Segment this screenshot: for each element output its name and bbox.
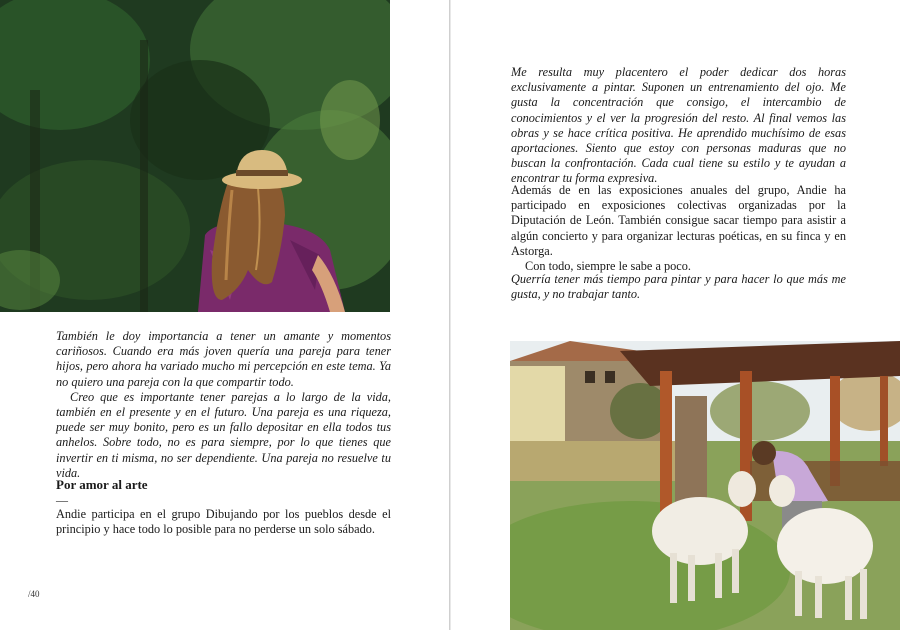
left-paragraph-1: También le doy importancia a tener un amante y momentos cariñosos. Cuando era más joven quería una pareja para tener hijos, pero ahora ha variado mucho mi percepción en este tema. Ya no quiero una pareja con la que compartir todo. <box>56 329 391 389</box>
right-page <box>451 0 900 630</box>
right-quote-2-text: Querría tener más tiempo para pintar y para hacer lo que más me gusta, y no trabajar tanto. <box>511 272 846 302</box>
right-body-text <box>511 183 846 274</box>
left-paragraph-3: Andie participa en el grupo Dibujando por los pueblos desde el principio y hace todo lo posible para no perderse un solo sábado. <box>56 507 391 537</box>
section-heading: Por amor al arte <box>56 477 148 492</box>
right-quote-1 <box>511 65 846 187</box>
left-body-text-2 <box>56 507 391 537</box>
woman-in-straw-hat-photo <box>0 0 390 312</box>
left-body-text <box>56 329 391 481</box>
woman-with-sheep-photo <box>510 341 900 630</box>
right-paragraph-2: Con todo, siempre le sabe a poco. <box>525 259 691 274</box>
right-paragraph-1: Además de en las exposiciones anuales del grupo, Andie ha participado en exposiciones colectivas organizadas por la Diputación de León. También consigue sacar tiempo para asistir a algún concierto y para organizar lecturas poéticas, en su finca y en Astorga. <box>511 183 846 258</box>
left-paragraph-2: Creo que es importante tener parejas a lo largo de la vida, también en el presente y en el futuro. Una pareja es una riqueza, puede ser muy bonito, pero es un fallo depositar en ella todos tus anhelos. Sobre todo, no es para siempre, por lo que tienes que invertir en ti misma, no ser dependiente. Una pareja no resuelve tu vida. <box>56 389 391 480</box>
right-quote-2 <box>511 272 846 302</box>
right-quote-1-text: Me resulta muy placentero el poder dedicar dos horas exclusivamente a pintar. Suponen un entrenamiento del ojo. Me gusta la concentración que consigo, el intercambio de conocimientos y el ver la progresión del resto. Al final vemos las obras y se hace crítica positiva. He aprendido muchísimo de esas aportaciones. Siento que estoy con personas maduras que no buscan la confrontación. Cada cual tiene su estilo y te ayudan a encontrar tu forma expresiva. <box>511 65 846 186</box>
page-number: /40 <box>28 589 40 599</box>
heading-dash: — <box>56 493 68 507</box>
